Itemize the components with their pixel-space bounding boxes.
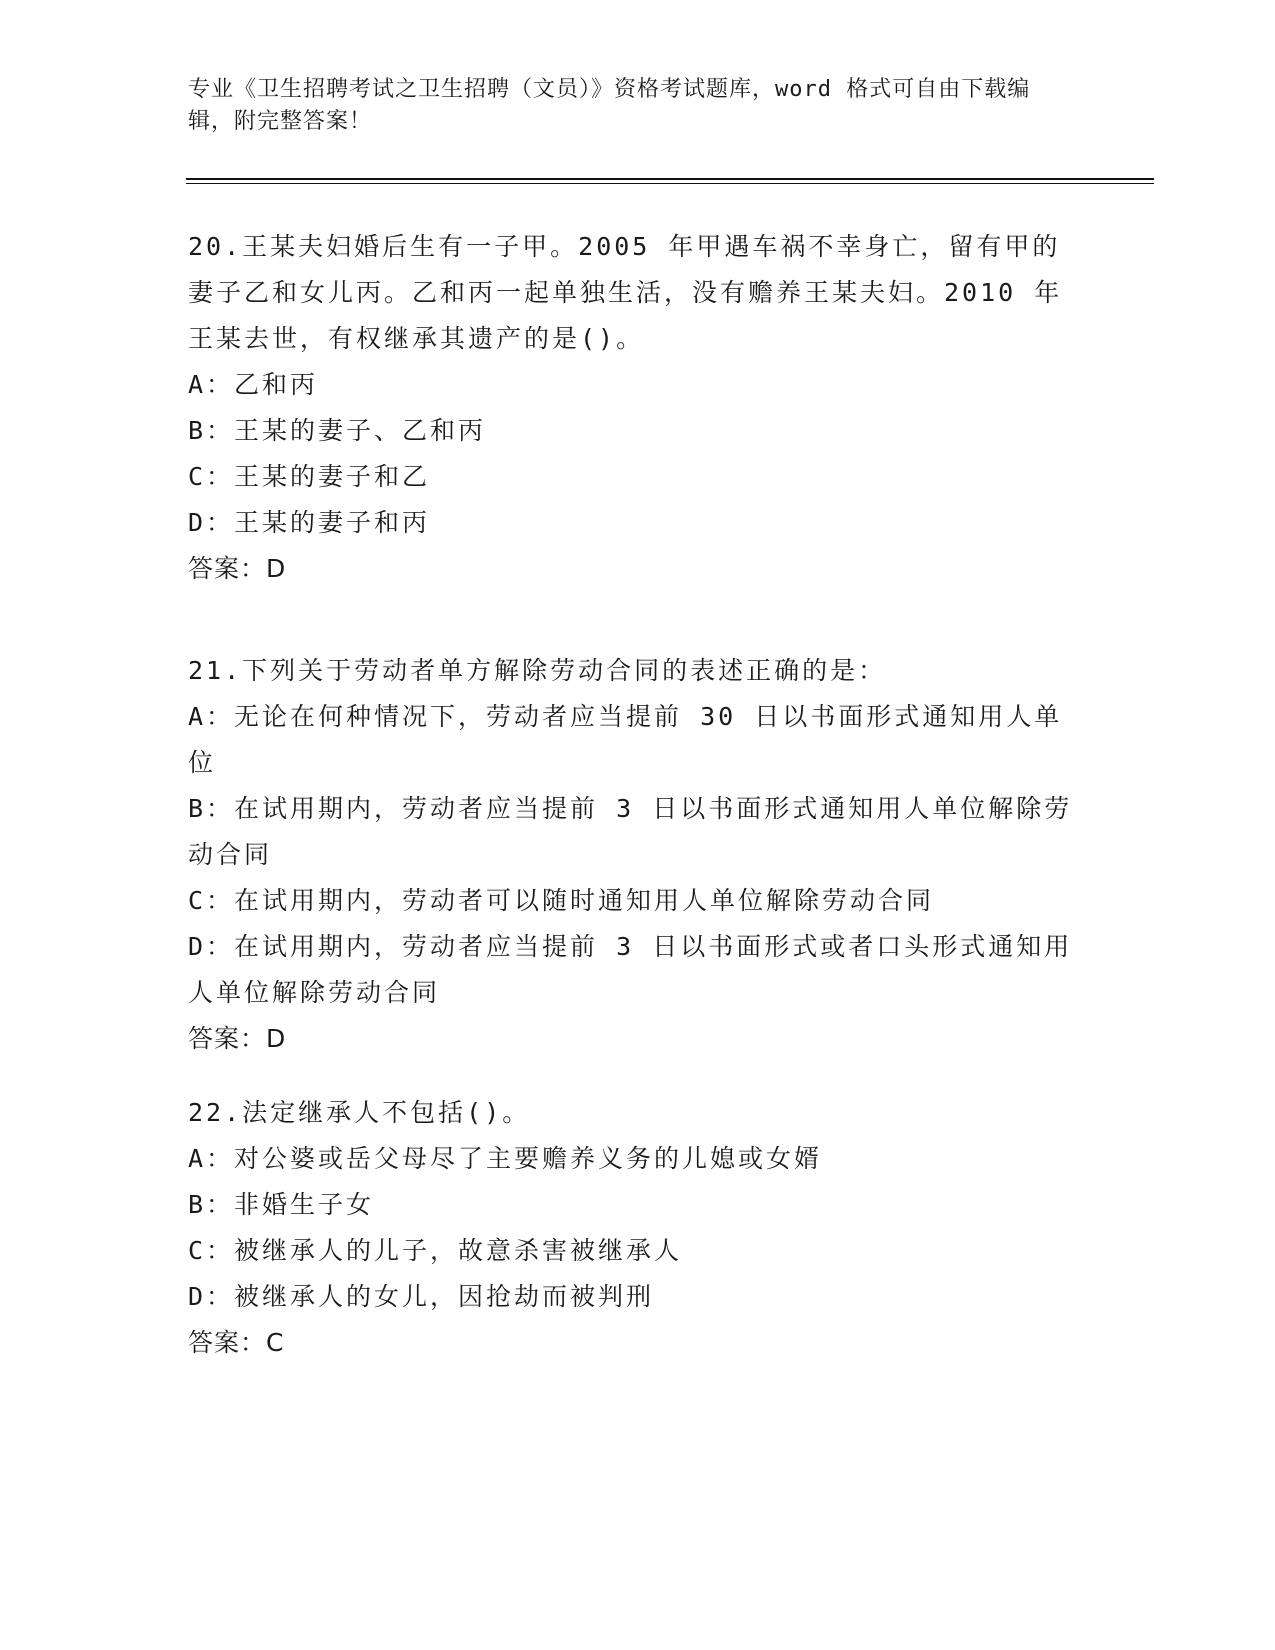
header-divider-thin (186, 183, 1154, 184)
option-d: D：王某的妻子和丙 (188, 508, 431, 537)
option-d: D：被继承人的女儿，因抢劫而被判刑 (188, 1282, 655, 1311)
option-a: A：乙和丙 (188, 370, 319, 399)
option-b: B：在试用期内，劳动者应当提前 3 日以书面形式通知用人单位解除劳动合同 (188, 794, 1073, 869)
question-22 (188, 1090, 1088, 1366)
option-c: C：王某的妻子和乙 (188, 462, 431, 491)
option-b: B：非婚生子女 (188, 1190, 375, 1219)
option-d: D：在试用期内，劳动者应当提前 3 日以书面形式或者口头形式通知用人单位解除劳动合同 (188, 932, 1073, 1007)
option-a: A：无论在何种情况下，劳动者应当提前 30 日以书面形式通知用人单位 (188, 702, 1063, 777)
document-header: 专业《卫生招聘考试之卫生招聘（文员）》资格考试题库，word 格式可自由下载编辑，附完整答案！ (188, 77, 1031, 134)
option-b: B：王某的妻子、乙和丙 (188, 416, 487, 445)
option-c: C：被继承人的儿子，故意杀害被继承人 (188, 1236, 683, 1265)
option-c: C：在试用期内，劳动者可以随时通知用人单位解除劳动合同 (188, 886, 935, 915)
question-21 (188, 648, 1088, 1062)
answer: 答案：D (188, 1024, 287, 1053)
answer: 答案：D (188, 554, 287, 583)
question-20 (188, 224, 1088, 592)
option-a: A：对公婆或岳父母尽了主要赡养义务的儿媳或女婿 (188, 1144, 823, 1173)
header-divider-thick (186, 178, 1154, 180)
question-stem: 21.下列关于劳动者单方解除劳动合同的表述正确的是： (188, 656, 887, 685)
answer: 答案：C (188, 1328, 285, 1357)
question-stem: 22.法定继承人不包括()。 (188, 1098, 531, 1127)
question-stem: 20.王某夫妇婚后生有一子甲。2005 年甲遇车祸不幸身亡，留有甲的妻子乙和女儿丙。乙和丙一起单独生活，没有赡养王某夫妇。2010 年王某去世，有权继承其遗产的是()。 (188, 232, 1063, 353)
